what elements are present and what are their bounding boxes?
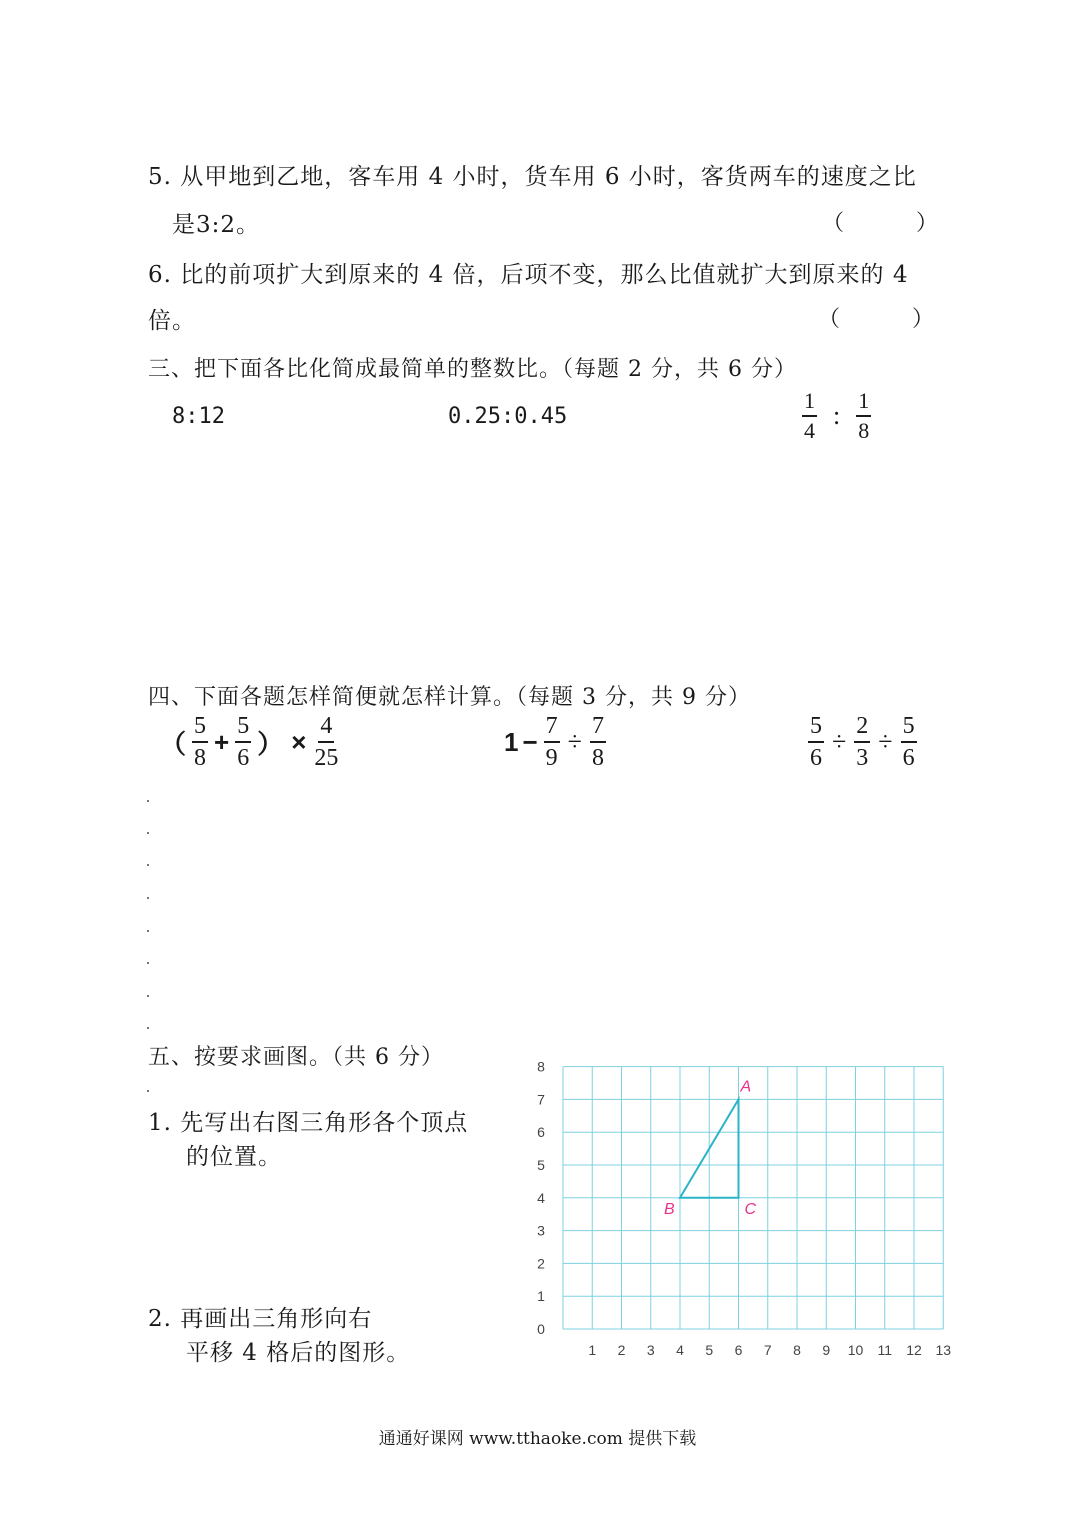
numerator: 5 [192,714,208,743]
divide-sign: ÷ [832,727,847,756]
x-tick-label: 6 [734,1342,743,1358]
fraction [808,714,824,770]
fraction [854,714,870,770]
question-5-line1: 5. 从甲地到乙地，客车用 4 小时，货车用 6 小时，客货两车的速度之比 [148,164,917,190]
denominator: 8 [858,418,870,443]
y-tick-label: 4 [537,1189,545,1206]
y-tick-label: 7 [537,1091,545,1108]
plus-sign: + [214,726,230,757]
divide-sign: ÷ [567,727,582,756]
vertex-label-a: A [740,1078,752,1096]
numerator: 5 [901,714,917,743]
section-4-heading: 四、下面各题怎样简便就怎样计算。（每题 3 分，共 9 分） [148,685,751,710]
fraction [192,714,208,770]
x-tick-label: 2 [617,1342,626,1358]
x-tick-label: 4 [676,1342,684,1358]
y-tick-label: 8 [537,1058,545,1075]
fraction [312,714,340,770]
denominator: 4 [804,418,815,443]
x-tick-label: 1 [588,1342,597,1358]
x-tick-label: 13 [935,1342,952,1358]
fraction [901,714,917,770]
ratio-item-1: 8:12 [172,404,225,429]
section-3-heading: 三、把下面各比化简成最简单的整数比。（每题 2 分，共 6 分） [148,357,797,382]
numerator: 5 [808,714,824,743]
paren-open: （ [818,307,841,332]
fraction [235,714,251,770]
fraction [544,714,560,770]
task-2-line1: 2. 再画出三角形向右 [148,1306,373,1332]
paren-close: ） [916,211,939,236]
numerator: 5 [235,714,251,743]
divide-sign: ÷ [878,727,893,756]
y-tick-label: 5 [537,1157,545,1173]
calc-expression-2 [504,714,608,770]
task-1-line1: 1. 先写出右图三角形各个顶点 [148,1110,469,1136]
numerator: 1 [802,390,817,417]
calc-expression-3 [806,714,919,770]
fraction [856,390,871,442]
paren-open: （ [822,211,845,236]
minus-sign: − [522,726,538,757]
denominator: 8 [591,745,604,771]
paren-close: ） [912,307,935,332]
denominator: 9 [545,745,558,771]
denominator: 6 [810,745,822,771]
ratio-item-3 [800,390,873,442]
fraction [590,714,606,770]
fraction [802,390,817,442]
numerator: 7 [590,714,606,743]
vertex-label-c: C [744,1200,757,1218]
y-tick-label: 2 [537,1255,545,1272]
y-tick-label: 3 [537,1222,545,1239]
number-one: 1 [504,726,519,757]
y-tick-label: 0 [537,1321,545,1337]
ratio-item-2: 0.25:0.45 [448,404,568,429]
x-tick-label: 7 [763,1342,772,1358]
x-tick-label: 5 [705,1342,714,1358]
calc-expression-1 [156,714,342,770]
numerator: 4 [318,714,334,743]
x-tick-label: 8 [793,1342,801,1358]
x-tick-label: 3 [646,1342,655,1358]
question-6-line1: 6. 比的前项扩大到原来的 4 倍，后项不变，那么比值就扩大到原来的 4 [148,262,909,288]
x-tick-label: 12 [906,1342,922,1358]
times-sign: × [291,726,307,757]
section-5-heading: 五、按要求画图。（共 6 分） [148,1045,444,1070]
x-tick-label: 9 [822,1342,831,1358]
answer-paren-5[interactable] [822,206,938,237]
numerator: 2 [854,714,870,743]
task-2-line2: 平移 4 格后的图形。 [186,1340,411,1366]
x-tick-label: 10 [847,1342,864,1358]
question-5-line2: 是3:2。 [172,212,261,238]
question-6-line2: 倍。 [148,308,196,334]
x-tick-label: 11 [877,1342,893,1358]
y-tick-label: 6 [537,1124,545,1141]
right-paren: ） [257,728,284,759]
denominator: 3 [856,745,869,771]
y-tick-label: 1 [537,1288,545,1305]
numerator: 7 [544,714,560,743]
denominator: 25 [314,745,339,771]
denominator: 6 [902,745,915,771]
left-paren: （ [160,728,187,759]
coordinate-grid [520,1055,970,1365]
numerator: 1 [856,390,871,417]
vertex-label-b: B [664,1200,675,1218]
colon: : [833,401,841,430]
answer-paren-6[interactable] [818,302,934,333]
footer-credit: 通通好课网 www.tthaoke.com 提供下载 [378,1429,697,1449]
denominator: 6 [237,745,250,771]
denominator: 8 [194,745,207,771]
task-1-line2: 的位置。 [186,1144,282,1170]
